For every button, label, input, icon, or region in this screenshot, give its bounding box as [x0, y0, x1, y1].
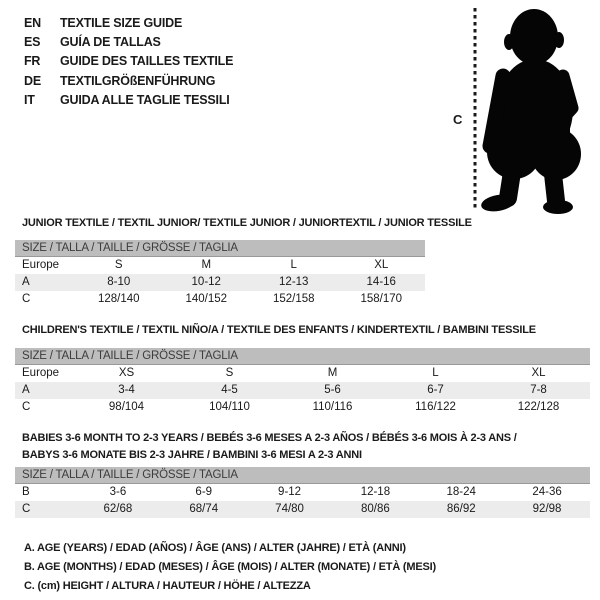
size-value-cell: 4-5 [221, 384, 238, 396]
size-value-cell: 3-4 [118, 384, 135, 396]
row-label: C [22, 401, 31, 413]
size-value-cell: 98/104 [108, 401, 145, 413]
size-value-cell: 152/158 [272, 293, 315, 305]
size-value-cell: XL [531, 367, 546, 379]
section-children [15, 322, 590, 416]
size-value-cell: M [327, 367, 338, 379]
size-value-cell: 80/86 [361, 503, 390, 515]
table-row [15, 257, 425, 274]
size-value-cell: 86/92 [446, 503, 476, 515]
size-header-bar: SIZE / TALLA / TAILLE / GRÖSSE / TAGLIA [15, 467, 590, 484]
size-value-cell: 18-24 [446, 486, 476, 498]
size-value-cell: XS [118, 367, 135, 379]
language-code: DE [24, 73, 41, 88]
figure-area [450, 4, 600, 219]
section-title: BABYS 3-6 MONATE BIS 2-3 JAHRE / BAMBINI 3-6 MESI A 2-3 ANNI [22, 449, 362, 461]
section-title: BABIES 3-6 MONTH TO 2-3 YEARS / BEBÉS 3-6 MESES A 2-3 AÑOS / BÉBÉS 3-6 MOIS À 2-3 ANS / [22, 432, 517, 444]
footnote-line: C. (cm) HEIGHT / ALTURA / HAUTEUR / HÖHE / ALTEZZA [24, 580, 311, 592]
size-value-cell: 7-8 [530, 384, 547, 396]
section-junior [15, 215, 472, 308]
toddler-figure-svg [450, 4, 600, 219]
table-row [15, 365, 590, 382]
language-row [24, 72, 233, 91]
row-label: A [22, 384, 30, 396]
table-row [15, 399, 590, 416]
language-label: TEXTILE SIZE GUIDE [60, 16, 183, 30]
language-row [24, 52, 233, 71]
footnote-line: B. AGE (MONTHS) / EDAD (MESES) / ÂGE (MOIS) / ALTER (MONATE) / ETÀ (MESI) [24, 561, 436, 573]
size-value-cell: 10-12 [191, 276, 221, 288]
size-value-cell: 110/116 [312, 401, 353, 413]
footnote-line: A. AGE (YEARS) / EDAD (AÑOS) / ÂGE (ANS) / ALTER (JAHRE) / ETÀ (ANNI) [24, 542, 406, 554]
size-value-cell: 6-9 [195, 486, 213, 498]
footnotes [24, 539, 436, 596]
size-value-cell: 140/152 [185, 293, 228, 305]
row-label: C [22, 293, 31, 305]
row-label: C [22, 503, 31, 515]
size-value-cell: 8-10 [107, 276, 131, 288]
size-value-cell: 158/170 [360, 293, 403, 305]
language-code: FR [24, 54, 41, 69]
row-label: B [22, 486, 30, 498]
size-value-cell: 3-6 [109, 486, 127, 498]
size-value-cell: 5-6 [324, 384, 341, 396]
table-row [15, 484, 590, 501]
language-header [24, 14, 233, 110]
size-value-cell: 104/110 [209, 401, 250, 413]
toddler-silhouette [480, 9, 581, 214]
language-code: EN [24, 16, 41, 30]
table-row [15, 382, 590, 399]
row-label: Europe [22, 259, 60, 271]
size-value-cell: 12-18 [360, 486, 391, 498]
size-value-cell: 92/98 [532, 503, 562, 515]
language-row [24, 14, 233, 33]
size-value-cell: 122/128 [517, 401, 560, 413]
language-code: IT [24, 92, 35, 107]
section-babies [15, 430, 590, 518]
size-value-cell: 68/74 [189, 503, 219, 515]
language-code: ES [24, 35, 41, 50]
language-row [24, 33, 233, 52]
size-value-cell: XL [374, 259, 389, 271]
row-label: A [22, 276, 30, 288]
row-label: Europe [22, 367, 60, 379]
size-value-cell: 6-7 [427, 384, 444, 396]
size-value-cell: 128/140 [97, 293, 140, 305]
size-value-cell: 74/80 [275, 503, 304, 515]
measure-label-c: C [453, 112, 463, 127]
size-header-bar: SIZE / TALLA / TAILLE / GRÖSSE / TAGLIA [15, 240, 425, 257]
language-label: GUÍA DE TALLAS [60, 35, 161, 50]
table-row [15, 291, 425, 308]
size-header-bar: SIZE / TALLA / TAILLE / GRÖSSE / TAGLIA [15, 348, 590, 365]
language-label: TEXTILGRÖßENFÜHRUNG [60, 73, 216, 88]
table-row [15, 274, 425, 291]
size-value-cell: 14-16 [366, 276, 396, 288]
size-value-cell: L [432, 367, 439, 379]
size-value-cell: 62/68 [103, 503, 133, 515]
size-value-cell: M [201, 259, 212, 271]
size-value-cell: S [114, 259, 123, 271]
language-label: GUIDA ALLE TAGLIE TESSILI [60, 92, 230, 107]
size-value-cell: 9-12 [278, 486, 302, 498]
size-value-cell: S [225, 367, 234, 379]
size-value-cell: 12-13 [279, 276, 309, 288]
language-label: GUIDE DES TAILLES TEXTILE [60, 54, 234, 69]
size-value-cell: 24-36 [532, 486, 562, 498]
language-row [24, 91, 233, 110]
size-value-cell: L [290, 259, 297, 271]
section-title: JUNIOR TEXTILE / TEXTIL JUNIOR/ TEXTILE JUNIOR / JUNIORTEXTIL / JUNIOR TESSILE [22, 217, 472, 229]
size-value-cell: 116/122 [415, 401, 456, 413]
table-row [15, 501, 590, 518]
section-title: CHILDREN'S TEXTILE / TEXTIL NIÑO/A / TEXTILE DES ENFANTS / KINDERTEXTIL / BAMBINI TESSILE [22, 324, 536, 336]
